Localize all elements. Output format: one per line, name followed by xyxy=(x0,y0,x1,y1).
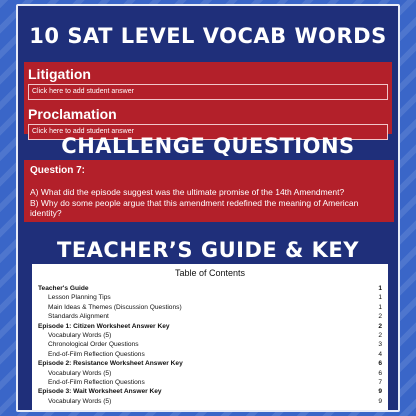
vocab-word: Litigation xyxy=(28,66,91,82)
toc-row[interactable] xyxy=(38,303,382,312)
toc-row-label: Lesson Planning Tips xyxy=(48,294,111,302)
table-of-contents xyxy=(32,264,388,412)
vocab-item-proclamation xyxy=(24,102,392,134)
toc-row-page: 6 xyxy=(378,369,382,377)
toc-row-label: End-of-Film Reflection Questions xyxy=(48,350,145,358)
toc-row-page: 2 xyxy=(378,313,382,321)
toc-row[interactable] xyxy=(38,322,382,331)
question-part-a: A) What did the episode suggest was the ultimate promise of the 14th Amendment? xyxy=(30,187,345,197)
toc-row-page: 2 xyxy=(378,322,382,330)
toc-rows xyxy=(38,284,382,406)
toc-row-label: Teacher's Guide xyxy=(38,285,89,292)
toc-row-page: 9 xyxy=(378,397,382,405)
toc-row-label: Vocabulary Words (5) xyxy=(48,332,112,340)
toc-row[interactable] xyxy=(38,359,382,368)
toc-row-label: Chronological Order Questions xyxy=(48,341,139,349)
toc-row-page: 9 xyxy=(378,388,382,396)
toc-row[interactable] xyxy=(38,293,382,302)
toc-row-label: Main Ideas & Themes (Discussion Questions) xyxy=(48,303,182,311)
guide-banner-title: TEACHER’S GUIDE & KEY xyxy=(57,238,359,262)
toc-row-page: 1 xyxy=(378,294,382,302)
student-answer-field[interactable]: Click here to add student answer xyxy=(28,124,388,140)
toc-row[interactable] xyxy=(38,331,382,340)
question-part-b: B) Why do some people argue that this amendment redefined the meaning of American identity? xyxy=(30,197,359,219)
toc-title: Table of Contents xyxy=(174,268,246,278)
toc-row-page: 6 xyxy=(378,360,382,368)
toc-row-label: Episode 2: Resistance Worksheet Answer Key xyxy=(38,360,183,368)
vocab-word: Proclamation xyxy=(28,106,117,122)
toc-row[interactable] xyxy=(38,397,382,406)
toc-row[interactable] xyxy=(38,340,382,349)
toc-row-page: 1 xyxy=(378,303,382,311)
toc-row-page: 1 xyxy=(378,285,382,292)
toc-row-page: 3 xyxy=(378,341,382,349)
toc-row-page: 2 xyxy=(378,332,382,340)
toc-row-label: Standards Alignment xyxy=(48,313,109,321)
vocab-banner-title: 10 SAT LEVEL VOCAB WORDS xyxy=(29,24,387,48)
challenge-question-box xyxy=(24,160,394,222)
toc-row[interactable] xyxy=(38,284,382,293)
toc-row[interactable] xyxy=(38,350,382,359)
toc-row-page: 4 xyxy=(378,350,382,358)
challenge-banner-title: CHALLENGE QUESTIONS xyxy=(61,134,355,158)
toc-row[interactable] xyxy=(38,369,382,378)
toc-row-label: Episode 3: Wait Worksheet Answer Key xyxy=(38,388,162,396)
toc-row-label: End-of-Film Reflection Questions xyxy=(48,379,145,387)
vocab-item-litigation xyxy=(24,62,392,104)
toc-row-page: 7 xyxy=(378,379,382,387)
toc-row[interactable] xyxy=(38,312,382,321)
toc-row-label: Vocabulary Words (5) xyxy=(48,397,112,405)
question-label: Question 7: xyxy=(30,165,86,176)
toc-row-label: Vocabulary Words (5) xyxy=(48,369,112,377)
worksheet-panel xyxy=(16,4,400,412)
student-answer-field[interactable]: Click here to add student answer xyxy=(28,84,388,100)
toc-row-label: Episode 1: Citizen Worksheet Answer Key xyxy=(38,322,170,330)
toc-row[interactable] xyxy=(38,378,382,387)
toc-row[interactable] xyxy=(38,387,382,396)
